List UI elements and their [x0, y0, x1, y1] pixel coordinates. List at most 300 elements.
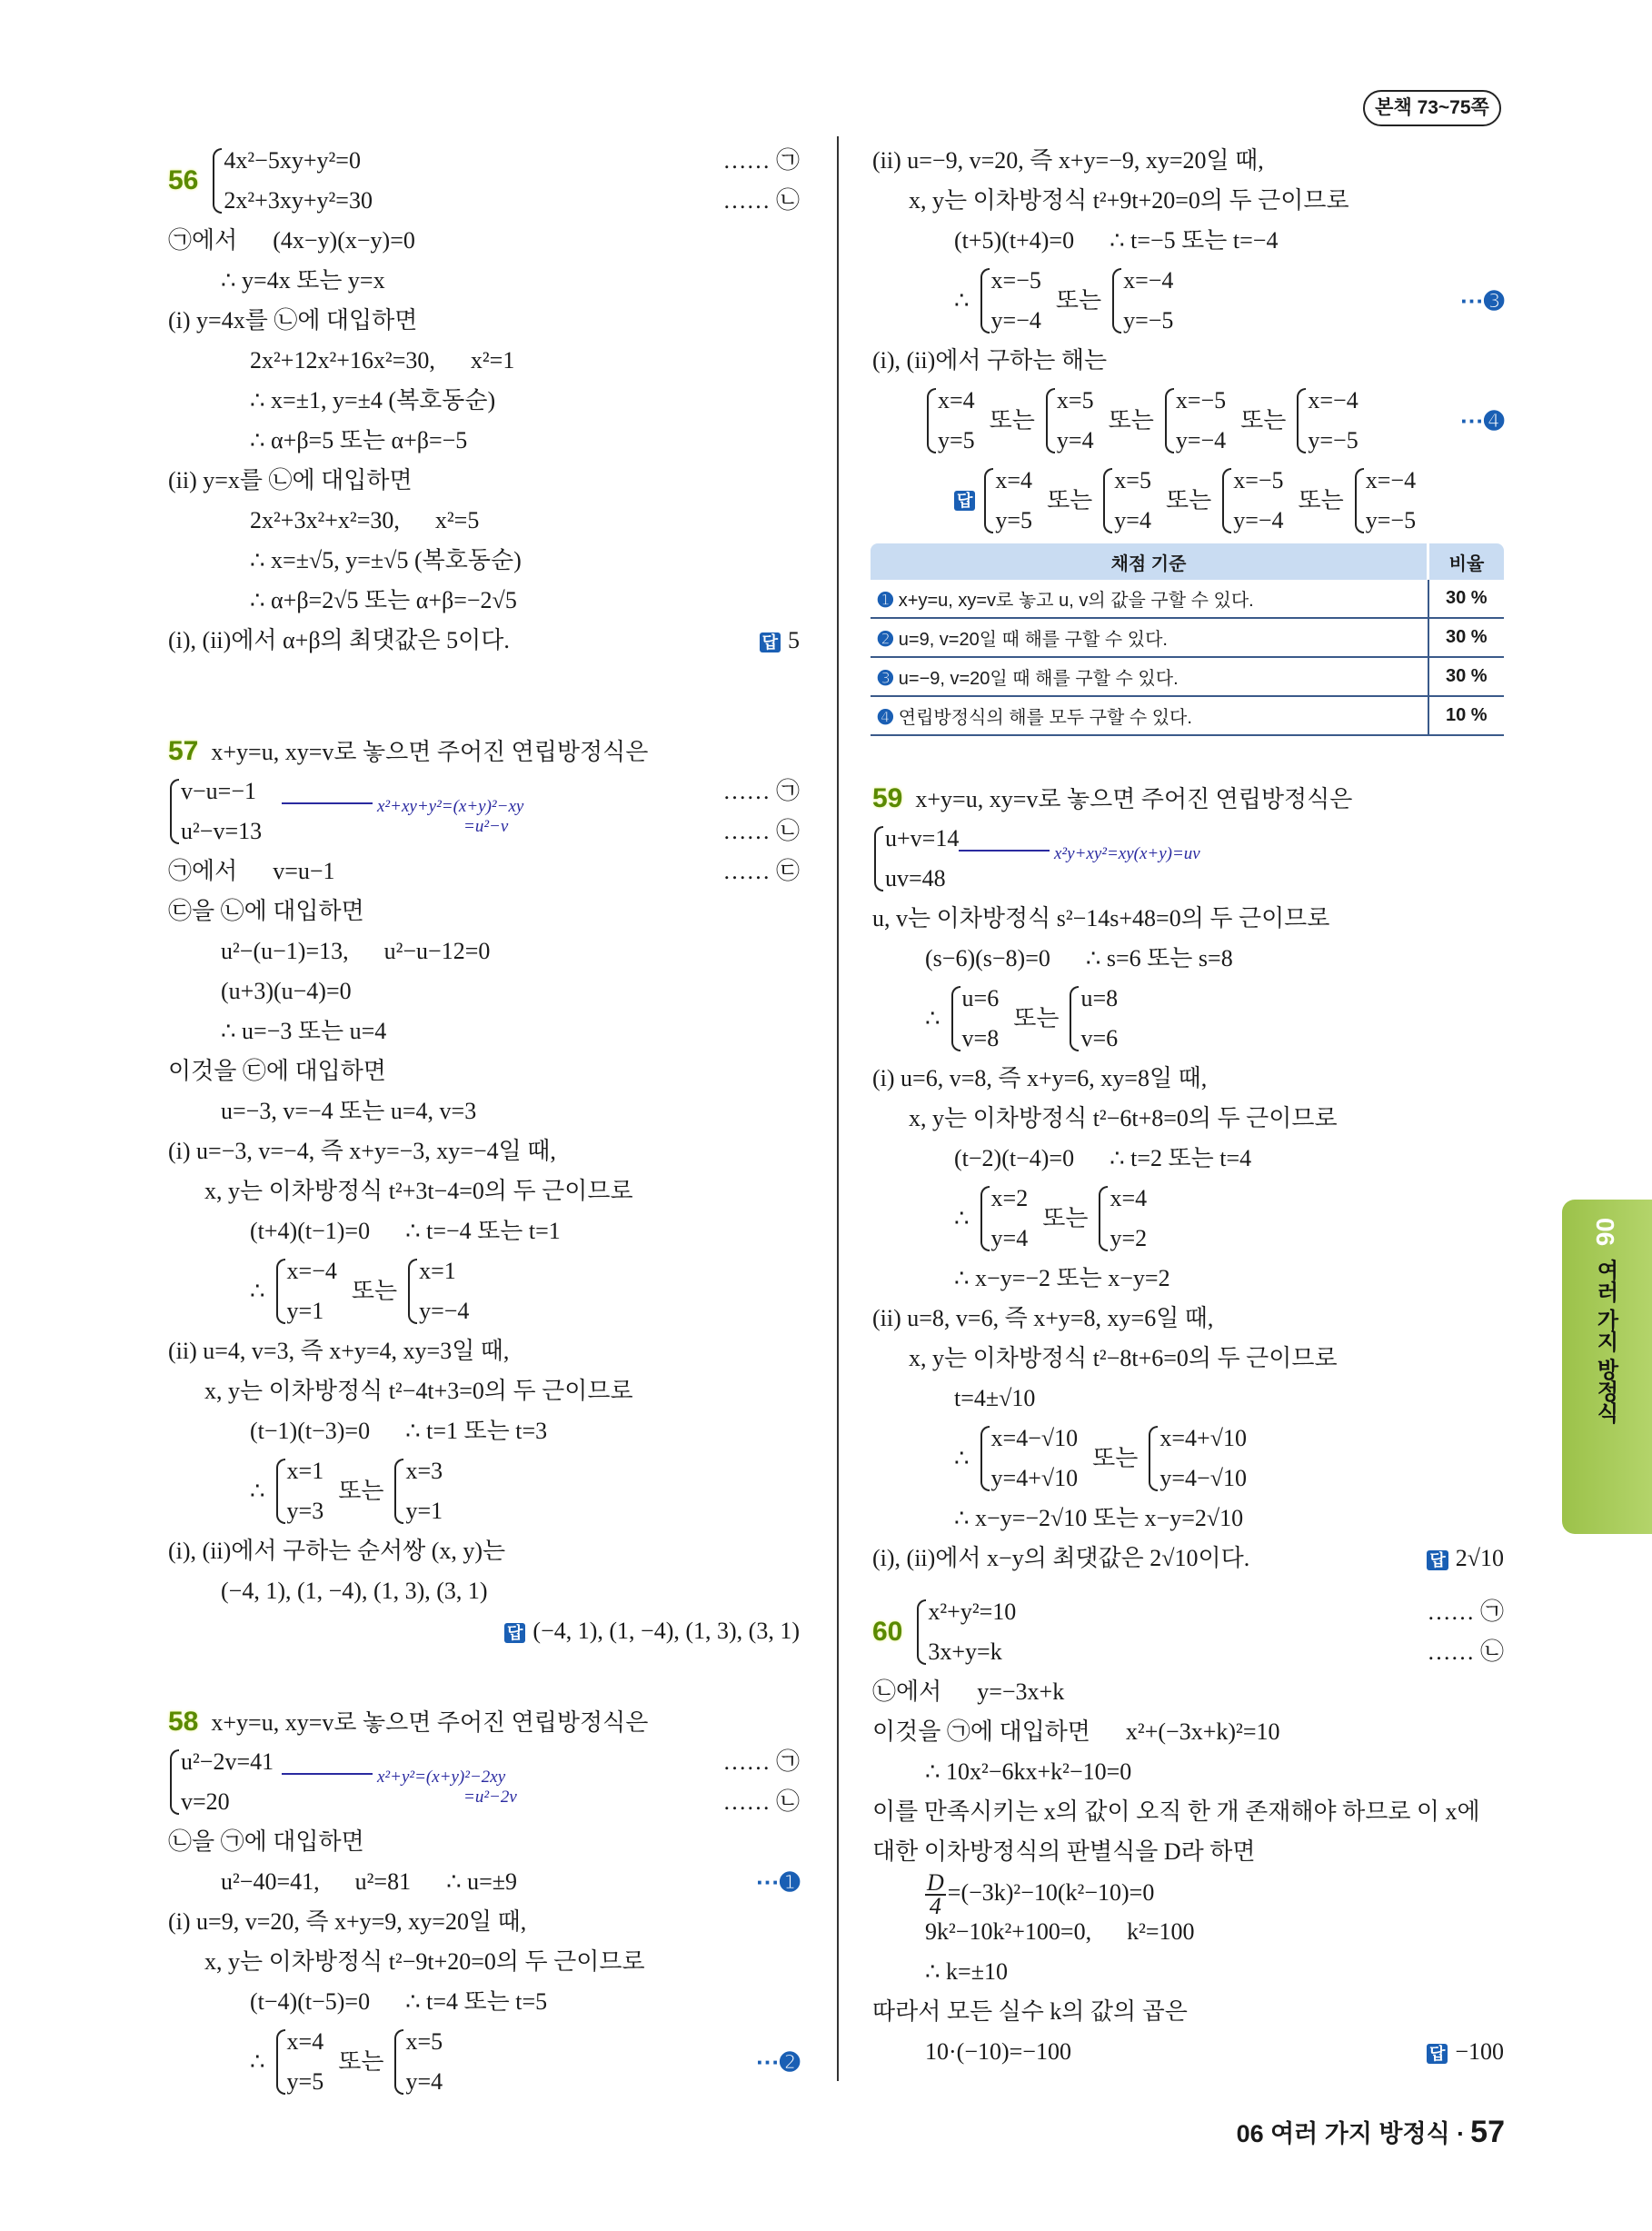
table-row	[871, 657, 1504, 696]
ratio-cell: 30 %	[1428, 657, 1505, 696]
solution-line	[872, 261, 1504, 341]
or-connector: 또는	[1165, 487, 1212, 513]
system-equation: x=4	[1110, 1185, 1148, 1211]
system-equation: y=2	[1110, 1225, 1148, 1251]
annotation-text: x²+xy+y²=(x+y)²−xy	[377, 797, 524, 816]
system-equation: y=5	[938, 427, 975, 453]
system-equation: y=−4	[990, 307, 1041, 334]
line-text: x, y는 이차방정식 t²−8t+6=0의 두 근이므로	[909, 1345, 1338, 1371]
solution-line	[168, 221, 800, 261]
criteria-text: x+y=u, xy=v로 놓고 u, v의 값을 구할 수 있다.	[898, 591, 1254, 611]
system-equation: x=5	[1114, 467, 1151, 493]
problem-number: 60	[872, 1617, 903, 1647]
solution-line	[872, 221, 1504, 261]
ratio-cell: 10 %	[1428, 696, 1505, 735]
line-text: ∴ x−y=−2 또는 x−y=2	[954, 1265, 1170, 1291]
line-text: (ii) y=x를 ㉡에 대입하면	[168, 467, 413, 493]
system-equation: y=−4	[1233, 507, 1284, 533]
solution-line	[168, 732, 800, 772]
page-footer	[1237, 2114, 1505, 2150]
or-connector: 또는	[338, 2048, 384, 2075]
problem-block	[872, 141, 1504, 541]
system-equation: x=4+√10	[1159, 1425, 1247, 1451]
line-text: 이것을 ㉠에 대입하면 x²+(−3x+k)²=10	[872, 1718, 1280, 1745]
therefore-symbol: ∴	[954, 1445, 970, 1471]
equation-system	[979, 1179, 1029, 1259]
line-text: (−4, 1), (1, −4), (1, 3), (3, 1)	[221, 1578, 488, 1604]
line-text: ∴ x=±1, y=±4 (복호동순)	[250, 387, 496, 413]
equation-system	[982, 461, 1032, 541]
line-text: 10·(−10)=−100	[925, 2038, 1071, 2065]
answer	[504, 1611, 800, 1651]
solution-line	[168, 1702, 800, 1742]
solution-line	[872, 181, 1504, 221]
line-text: x+y=u, xy=v로 놓으면 주어진 연립방정식은	[211, 739, 649, 765]
page-number: 57	[1470, 2115, 1505, 2149]
answer	[760, 621, 800, 661]
or-connector: 또는	[1092, 1445, 1139, 1471]
annotation-note	[1054, 844, 1200, 864]
line-text: (t−1)(t−3)=0 ∴ t=1 또는 t=3	[250, 1418, 548, 1444]
line-text: ∴ y=4x 또는 y=x	[221, 267, 385, 294]
answer-value: (−4, 1), (1, −4), (1, 3), (3, 1)	[532, 1618, 800, 1644]
line-text: (u+3)(u−4)=0	[221, 978, 352, 1004]
solution-line	[872, 1992, 1504, 2032]
or-connector: 또는	[1298, 487, 1344, 513]
or-connector: 또는	[351, 1278, 398, 1304]
system-equation: x=4	[995, 467, 1033, 493]
equation-system	[1163, 381, 1226, 461]
solution-line	[168, 1251, 800, 1331]
equation-labels	[1427, 1592, 1504, 1672]
solution-line	[872, 779, 1504, 819]
line-text: (i) u=9, v=20, 즉 x+y=9, xy=20일 때,	[168, 1908, 527, 1935]
solution-line	[168, 772, 800, 852]
table-row	[871, 696, 1504, 735]
problem-number: 57	[168, 736, 199, 766]
solution-line	[872, 1099, 1504, 1139]
solution-line	[168, 1451, 800, 1531]
solution-line	[872, 979, 1504, 1059]
equation-system	[1220, 461, 1283, 541]
system-equation: x=−5	[1175, 387, 1227, 413]
line-text: (s−6)(s−8)=0 ∴ s=6 또는 s=8	[925, 945, 1233, 971]
system-equation: x=−4	[286, 1258, 337, 1284]
solution-line	[168, 1862, 800, 1902]
answer-badge: 답	[1427, 1550, 1448, 1570]
solution-line	[168, 301, 800, 341]
system-equation: uv=48	[885, 865, 946, 891]
line-text: (i), (ii)에서 구하는 해는	[872, 347, 1108, 373]
line-text: (t+4)(t−1)=0 ∴ t=−4 또는 t=1	[250, 1218, 561, 1244]
solution-line	[168, 341, 800, 381]
system-equation: u=6	[961, 985, 1000, 1011]
denominator: 4	[929, 1893, 941, 1919]
equation-system	[872, 819, 959, 899]
equation-labels	[722, 1742, 800, 1822]
chapter-title: 여러 가지 방정식	[1593, 1259, 1617, 1424]
page-reference-badge: 본책 73~75쪽	[1363, 90, 1501, 126]
equation-label: …… ㉡	[1427, 1638, 1504, 1665]
equation-system	[1353, 461, 1416, 541]
solution-line	[872, 1499, 1504, 1539]
solution-line	[168, 141, 800, 221]
equation-system	[1147, 1419, 1247, 1499]
solution-line	[168, 1131, 800, 1171]
equation-system	[393, 2022, 443, 2102]
system-equation: x=5	[405, 2028, 443, 2055]
or-connector: 또는	[1108, 407, 1154, 433]
footer-chapter: 06 여러 가지 방정식 ·	[1236, 2120, 1466, 2147]
solution-line	[168, 421, 800, 461]
equation-labels	[722, 141, 800, 221]
system-equation: y=−5	[1308, 427, 1358, 453]
line-text: ㉡을 ㉠에 대입하면	[168, 1828, 364, 1855]
therefore-symbol: ∴	[925, 1005, 940, 1031]
equation-system	[950, 979, 1000, 1059]
line-text: x, y는 이차방정식 t²−6t+8=0의 두 근이므로	[909, 1105, 1338, 1131]
solution-line	[168, 1982, 800, 2022]
criteria-cell	[871, 618, 1428, 657]
solution-line	[872, 939, 1504, 979]
equation-system	[1295, 381, 1358, 461]
system-equation: x²+y²=10	[928, 1599, 1017, 1625]
solution-line	[872, 1299, 1504, 1339]
criteria-cell	[871, 657, 1428, 696]
or-connector: 또는	[1042, 1205, 1089, 1231]
annotation-note	[377, 797, 523, 837]
solution-line	[168, 541, 800, 581]
system-equation: x=−4	[1123, 267, 1174, 294]
or-connector: 또는	[989, 407, 1035, 433]
step-number-icon: ➍	[878, 708, 893, 728]
line-text: ∴ α+β=2√5 또는 α+β=−2√5	[250, 587, 517, 613]
solution-line	[168, 581, 800, 621]
step-marker: ···➊	[756, 1868, 800, 1896]
therefore-symbol: ∴	[954, 287, 970, 314]
line-text: ∴ 10x²−6kx+k²−10=0	[925, 1758, 1132, 1785]
equation-system	[274, 2022, 324, 2102]
step-marker: ···➋	[756, 2048, 800, 2076]
column-divider	[837, 136, 839, 2081]
line-text: 2x²+12x²+16x²=30, x²=1	[250, 347, 515, 373]
solution-line	[168, 852, 800, 891]
annotation-text: x²y+xy²=xy(x+y)=uv	[1054, 844, 1200, 863]
answer-badge: 답	[954, 491, 975, 511]
line-text: ∴ k=±10	[925, 1958, 1008, 1985]
solution-line	[872, 1179, 1504, 1259]
solution-line	[168, 1051, 800, 1091]
line-text: (t−2)(t−4)=0 ∴ t=2 또는 t=4	[954, 1145, 1252, 1171]
system-equation: y=4−√10	[1159, 1465, 1247, 1491]
equation-labels	[722, 772, 800, 852]
system-equation: x=1	[286, 1458, 324, 1484]
system-equation: x=4	[938, 387, 975, 413]
criteria-text: 연립방정식의 해를 모두 구할 수 있다.	[898, 708, 1192, 728]
line-text: x, y는 이차방정식 t²−9t+20=0의 두 근이므로	[204, 1948, 645, 1975]
system-equation: v=20	[181, 1788, 230, 1815]
problem-number: 59	[872, 783, 903, 813]
line-text: u, v는 이차방정식 s²−14s+48=0의 두 근이므로	[872, 905, 1330, 931]
equation-system	[274, 1451, 324, 1531]
solution-line	[168, 1611, 800, 1651]
system-equation: y=4	[405, 2068, 443, 2095]
solution-line	[168, 621, 800, 661]
annotation-text: =u²−v	[463, 817, 509, 836]
problem-block	[168, 141, 800, 661]
chapter-number: 06	[1591, 1218, 1619, 1247]
solution-line	[872, 1712, 1504, 1752]
equation-system	[979, 261, 1041, 341]
line-text: x, y는 이차방정식 t²+9t+20=0의 두 근이므로	[909, 187, 1349, 214]
equation-system	[406, 1251, 469, 1331]
annotation-text: x²+y²=(x+y)²−2xy	[377, 1768, 506, 1787]
equation-system	[211, 141, 373, 221]
line-text: 대한 이차방정식의 판별식을 D라 하면	[872, 1838, 1256, 1865]
fraction	[925, 1869, 946, 1919]
line-text: 이를 만족시키는 x의 값이 오직 한 개 존재해야 하므로 이 x에	[872, 1798, 1480, 1825]
system-equation: y=1	[286, 1298, 324, 1324]
solution-line	[168, 1822, 800, 1862]
line-text: u=−3, v=−4 또는 u=4, v=3	[221, 1098, 477, 1124]
criteria-cell	[871, 696, 1428, 735]
line-text: =(−3k)²−10(k²−10)=0	[947, 1878, 1155, 1906]
solution-line	[872, 1672, 1504, 1712]
line-text: ∴ u=−3 또는 u=4	[221, 1018, 387, 1044]
problem-number: 58	[168, 1707, 199, 1737]
chapter-side-tab[interactable]	[1562, 1200, 1652, 1534]
line-text: x, y는 이차방정식 t²+3t−4=0의 두 근이므로	[204, 1178, 633, 1204]
answer-value: 5	[788, 627, 800, 653]
line-text: u²−40=41, u²=81 ∴ u=±9	[221, 1868, 518, 1895]
solution-line	[168, 971, 800, 1011]
criteria-text: u=−9, v=20일 때 해를 구할 수 있다.	[898, 669, 1179, 689]
ratio-cell: 30 %	[1428, 618, 1505, 657]
equation-label: …… ㉡	[722, 1788, 800, 1815]
equation-system	[925, 381, 975, 461]
system-equation: y=4	[1114, 507, 1151, 533]
equation-system	[979, 1419, 1079, 1499]
equation-system	[1110, 261, 1173, 341]
system-equation: y=4	[990, 1225, 1029, 1251]
ratio-cell: 30 %	[1428, 580, 1505, 618]
solution-line	[872, 819, 1504, 899]
line-text: (i) u=6, v=8, 즉 x+y=6, xy=8일 때,	[872, 1065, 1208, 1091]
or-connector: 또는	[338, 1478, 384, 1504]
grading-criteria-table	[871, 543, 1504, 736]
criteria-text: u=9, v=20일 때 해를 구할 수 있다.	[898, 630, 1168, 650]
equation-label: …… ㉠	[722, 1748, 800, 1775]
solution-line	[872, 1379, 1504, 1419]
solution-line	[872, 1752, 1504, 1792]
or-connector: 또는	[1013, 1005, 1060, 1031]
therefore-symbol: ∴	[954, 1205, 970, 1231]
solution-line	[872, 1419, 1504, 1499]
solution-line	[872, 899, 1504, 939]
system-equation: y=−5	[1123, 307, 1174, 334]
system-equation: y=−5	[1365, 507, 1417, 533]
problem-block	[872, 779, 1504, 1579]
answer	[1427, 2032, 1504, 2072]
solution-line	[872, 1792, 1504, 1832]
line-text: (i) y=4x를 ㉡에 대입하면	[168, 307, 418, 334]
system-equation: x=1	[419, 1258, 456, 1284]
solution-line	[872, 461, 1504, 541]
solution-line	[168, 1171, 800, 1211]
solution-line	[872, 1059, 1504, 1099]
solution-line	[872, 1869, 1504, 1919]
solution-line	[168, 1942, 800, 1982]
solution-line	[168, 461, 800, 501]
system-equation: x=5	[1056, 387, 1094, 413]
line-text: ㉡에서 y=−3x+k	[872, 1678, 1065, 1705]
equation-label: …… ㉠	[722, 778, 800, 804]
solution-line	[168, 1571, 800, 1611]
equation-label: …… ㉢	[722, 858, 800, 884]
answer-badge: 답	[504, 1623, 525, 1643]
solution-line	[872, 1592, 1504, 1672]
equation-system	[393, 1451, 443, 1531]
line-text: x+y=u, xy=v로 놓으면 주어진 연립방정식은	[211, 1709, 649, 1736]
system-equation: 3x+y=k	[928, 1638, 1002, 1665]
line-text: ∴ α+β=5 또는 α+β=−5	[250, 427, 468, 453]
system-equation: y=4	[1056, 427, 1094, 453]
solution-line	[168, 891, 800, 931]
solution-line	[168, 1902, 800, 1942]
solution-line	[168, 1411, 800, 1451]
step-number-icon: ➊	[878, 591, 893, 611]
therefore-symbol: ∴	[250, 2048, 265, 2075]
equation-system	[915, 1592, 1016, 1672]
line-text: (i) u=−3, v=−4, 즉 x+y=−3, xy=−4일 때,	[168, 1138, 556, 1164]
line-text: (i), (ii)에서 x−y의 최댓값은 2√10이다.	[872, 1545, 1250, 1571]
solution-line	[168, 1371, 800, 1411]
equation-label: …… ㉡	[722, 187, 800, 214]
table-row	[871, 618, 1504, 657]
line-text: (t+5)(t+4)=0 ∴ t=−5 또는 t=−4	[954, 227, 1279, 254]
system-equation: 4x²−5xy+y²=0	[224, 147, 361, 174]
system-equation: y=5	[286, 2068, 324, 2095]
line-text: (t−4)(t−5)=0 ∴ t=4 또는 t=5	[250, 1988, 548, 2015]
system-equation: v=6	[1080, 1025, 1119, 1051]
equation-label: …… ㉠	[1427, 1599, 1504, 1625]
or-connector: 또는	[1055, 287, 1102, 314]
annotation-note	[377, 1768, 517, 1808]
system-equation: x=−4	[1308, 387, 1358, 413]
solution-line	[168, 1742, 800, 1822]
system-equation: y=−4	[1175, 427, 1227, 453]
equation-system	[274, 1251, 337, 1331]
solution-line	[872, 341, 1504, 381]
line-text: (ii) u=8, v=6, 즉 x+y=8, xy=6일 때,	[872, 1305, 1214, 1331]
solution-line	[168, 261, 800, 301]
system-equation: x=2	[990, 1185, 1029, 1211]
solution-line	[168, 381, 800, 421]
line-text: ㉢을 ㉡에 대입하면	[168, 898, 364, 924]
or-connector: 또는	[1047, 487, 1093, 513]
solution-line	[872, 1832, 1504, 1872]
system-equation: x=−4	[1365, 467, 1417, 493]
table-header-criteria: 채점 기준	[871, 543, 1428, 580]
line-text: (ii) u=4, v=3, 즉 x+y=4, xy=3일 때,	[168, 1338, 510, 1364]
equation-system	[168, 772, 262, 852]
answer-value: −100	[1455, 2038, 1504, 2065]
system-equation: 2x²+3xy+y²=30	[224, 187, 373, 214]
solution-line	[168, 2022, 800, 2102]
solution-line	[872, 1952, 1504, 1992]
answer-value: 2√10	[1455, 1545, 1504, 1571]
system-equation: y=3	[286, 1498, 324, 1524]
line-text: t=4±√10	[954, 1385, 1036, 1411]
step-marker: ···➍	[1460, 407, 1504, 434]
line-text: (i), (ii)에서 구하는 순서쌍 (x, y)는	[168, 1538, 506, 1564]
or-connector: 또는	[1240, 407, 1287, 433]
system-equation: x=−5	[1233, 467, 1284, 493]
system-equation: u²−2v=41	[181, 1748, 274, 1775]
system-equation: x=4	[286, 2028, 324, 2055]
system-equation: u+v=14	[885, 825, 960, 852]
line-text: 이것을 ㉢에 대입하면	[168, 1058, 386, 1084]
solution-line	[168, 1331, 800, 1371]
therefore-symbol: ∴	[250, 1478, 265, 1504]
line-text: ㉠에서 (4x−y)(x−y)=0	[168, 227, 415, 254]
system-equation: x=−5	[990, 267, 1041, 294]
problem-block	[168, 1702, 800, 2102]
solution-line	[168, 1531, 800, 1571]
solution-line	[168, 931, 800, 971]
solution-line	[872, 1139, 1504, 1179]
solution-line	[872, 1539, 1504, 1579]
system-equation: y=−4	[419, 1298, 470, 1324]
equation-system	[1044, 381, 1094, 461]
answer-badge: 답	[760, 632, 781, 652]
equation-label: …… ㉠	[722, 147, 800, 174]
equation-label: …… ㉡	[722, 818, 800, 844]
problem-number: 56	[168, 165, 199, 195]
numerator: D	[927, 1869, 944, 1896]
solution-line	[872, 1912, 1504, 1952]
step-number-icon: ➌	[878, 669, 893, 689]
system-equation: u²−v=13	[181, 818, 263, 844]
system-equation: u=8	[1080, 985, 1119, 1011]
answer-badge: 답	[1427, 2044, 1448, 2064]
line-text: x+y=u, xy=v로 놓으면 주어진 연립방정식은	[915, 786, 1353, 812]
criteria-cell	[871, 580, 1428, 618]
equation-system	[168, 1742, 274, 1822]
therefore-symbol: ∴	[250, 1278, 265, 1304]
system-equation: x=3	[405, 1458, 443, 1484]
answer	[1427, 1539, 1504, 1579]
system-equation: v=8	[961, 1025, 1000, 1051]
line-text: 9k²−10k²+100=0, k²=100	[925, 1918, 1195, 1945]
line-text: u²−(u−1)=13, u²−u−12=0	[221, 938, 491, 964]
line-text: ㉠에서 v=u−1	[168, 858, 335, 884]
line-text: 따라서 모든 실수 k의 값의 곱은	[872, 1998, 1188, 2025]
system-equation: x=4−√10	[990, 1425, 1079, 1451]
solution-line	[168, 1011, 800, 1051]
system-equation: y=4+√10	[990, 1465, 1079, 1491]
system-equation: v−u=−1	[181, 778, 256, 804]
problem-block	[168, 732, 800, 1651]
table-header-ratio: 비율	[1428, 543, 1505, 580]
line-text: (ii) u=−9, v=20, 즉 x+y=−9, xy=20일 때,	[872, 147, 1264, 174]
step-number-icon: ➋	[878, 630, 893, 650]
line-text: ∴ x=±√5, y=±√5 (복호동순)	[250, 547, 522, 573]
equation-system	[1068, 979, 1118, 1059]
solution-line	[168, 1211, 800, 1251]
line-text: x, y는 이차방정식 t²−4t+3=0의 두 근이므로	[204, 1378, 633, 1404]
line-text: (i), (ii)에서 α+β의 최댓값은 5이다.	[168, 627, 510, 653]
